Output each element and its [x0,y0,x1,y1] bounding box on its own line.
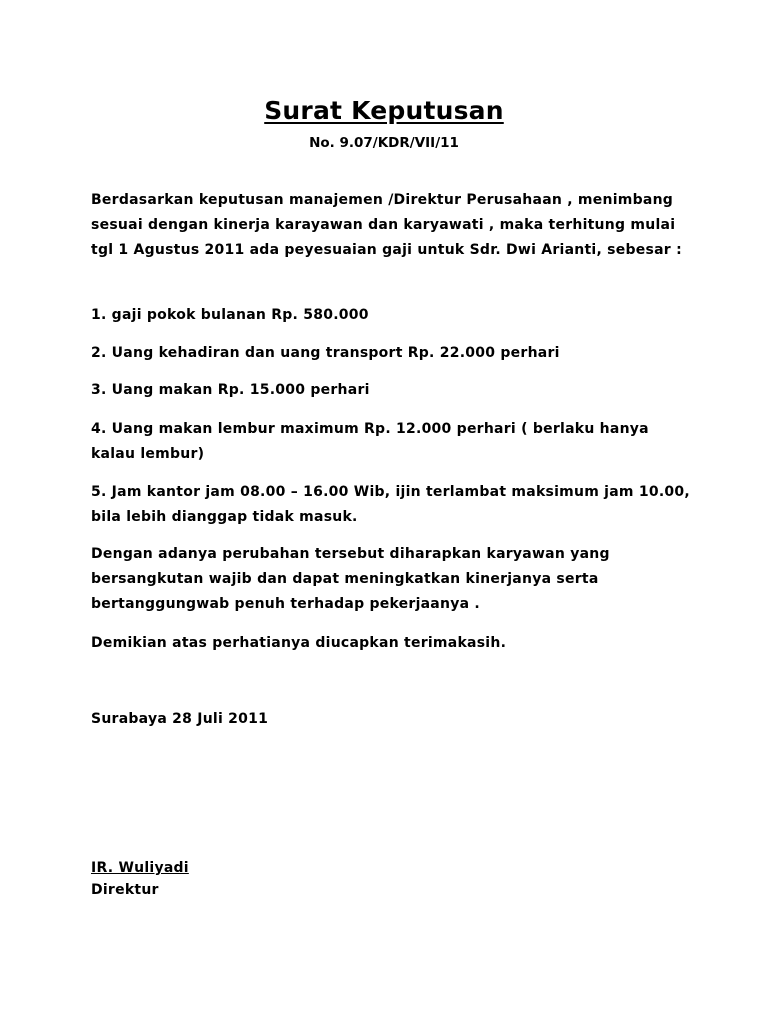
place-date: Surabaya 28 Juli 2011 [91,711,269,727]
closing-paragraph: Dengan adanya perubahan tersebut diharapkan karyawan yang bersangkutan wajib dan dapat meningkatkan kinerjanya serta bertanggungwab penuh terhadap pekerjaanya . [91,546,610,612]
closing-thanks: Demikian atas perhatianya diucapkan terimakasih. [91,635,507,651]
list-item-uang-kehadiran: 2. Uang kehadiran dan uang transport Rp. 22.000 perhari [91,345,560,361]
document-number: No. 9.07/KDR/VII/11 [309,135,459,151]
signer-name: IR. Wuliyadi [91,860,189,876]
intro-paragraph: Berdasarkan keputusan manajemen /Direktur Perusahaan , menimbang sesuai dengan kinerja karayawan dan karyawati , maka terhitung mulai tgl 1 Agustus 2011 ada peyesuaian gaji untuk Sdr. Dwi Arianti, sebesar : [91,192,682,258]
list-item-uang-makan: 3. Uang makan Rp. 15.000 perhari [91,382,370,398]
list-item-gaji-pokok: 1. gaji pokok bulanan Rp. 580.000 [91,307,369,323]
signer-title: Direktur [91,882,159,898]
document-title: Surat Keputusan [264,96,504,125]
list-item-jam-kantor: 5. Jam kantor jam 08.00 – 16.00 Wib, ijin terlambat maksimum jam 10.00, bila lebih dianggap tidak masuk. [91,484,690,525]
list-item-uang-lembur: 4. Uang makan lembur maximum Rp. 12.000 perhari ( berlaku hanya kalau lembur) [91,421,649,462]
